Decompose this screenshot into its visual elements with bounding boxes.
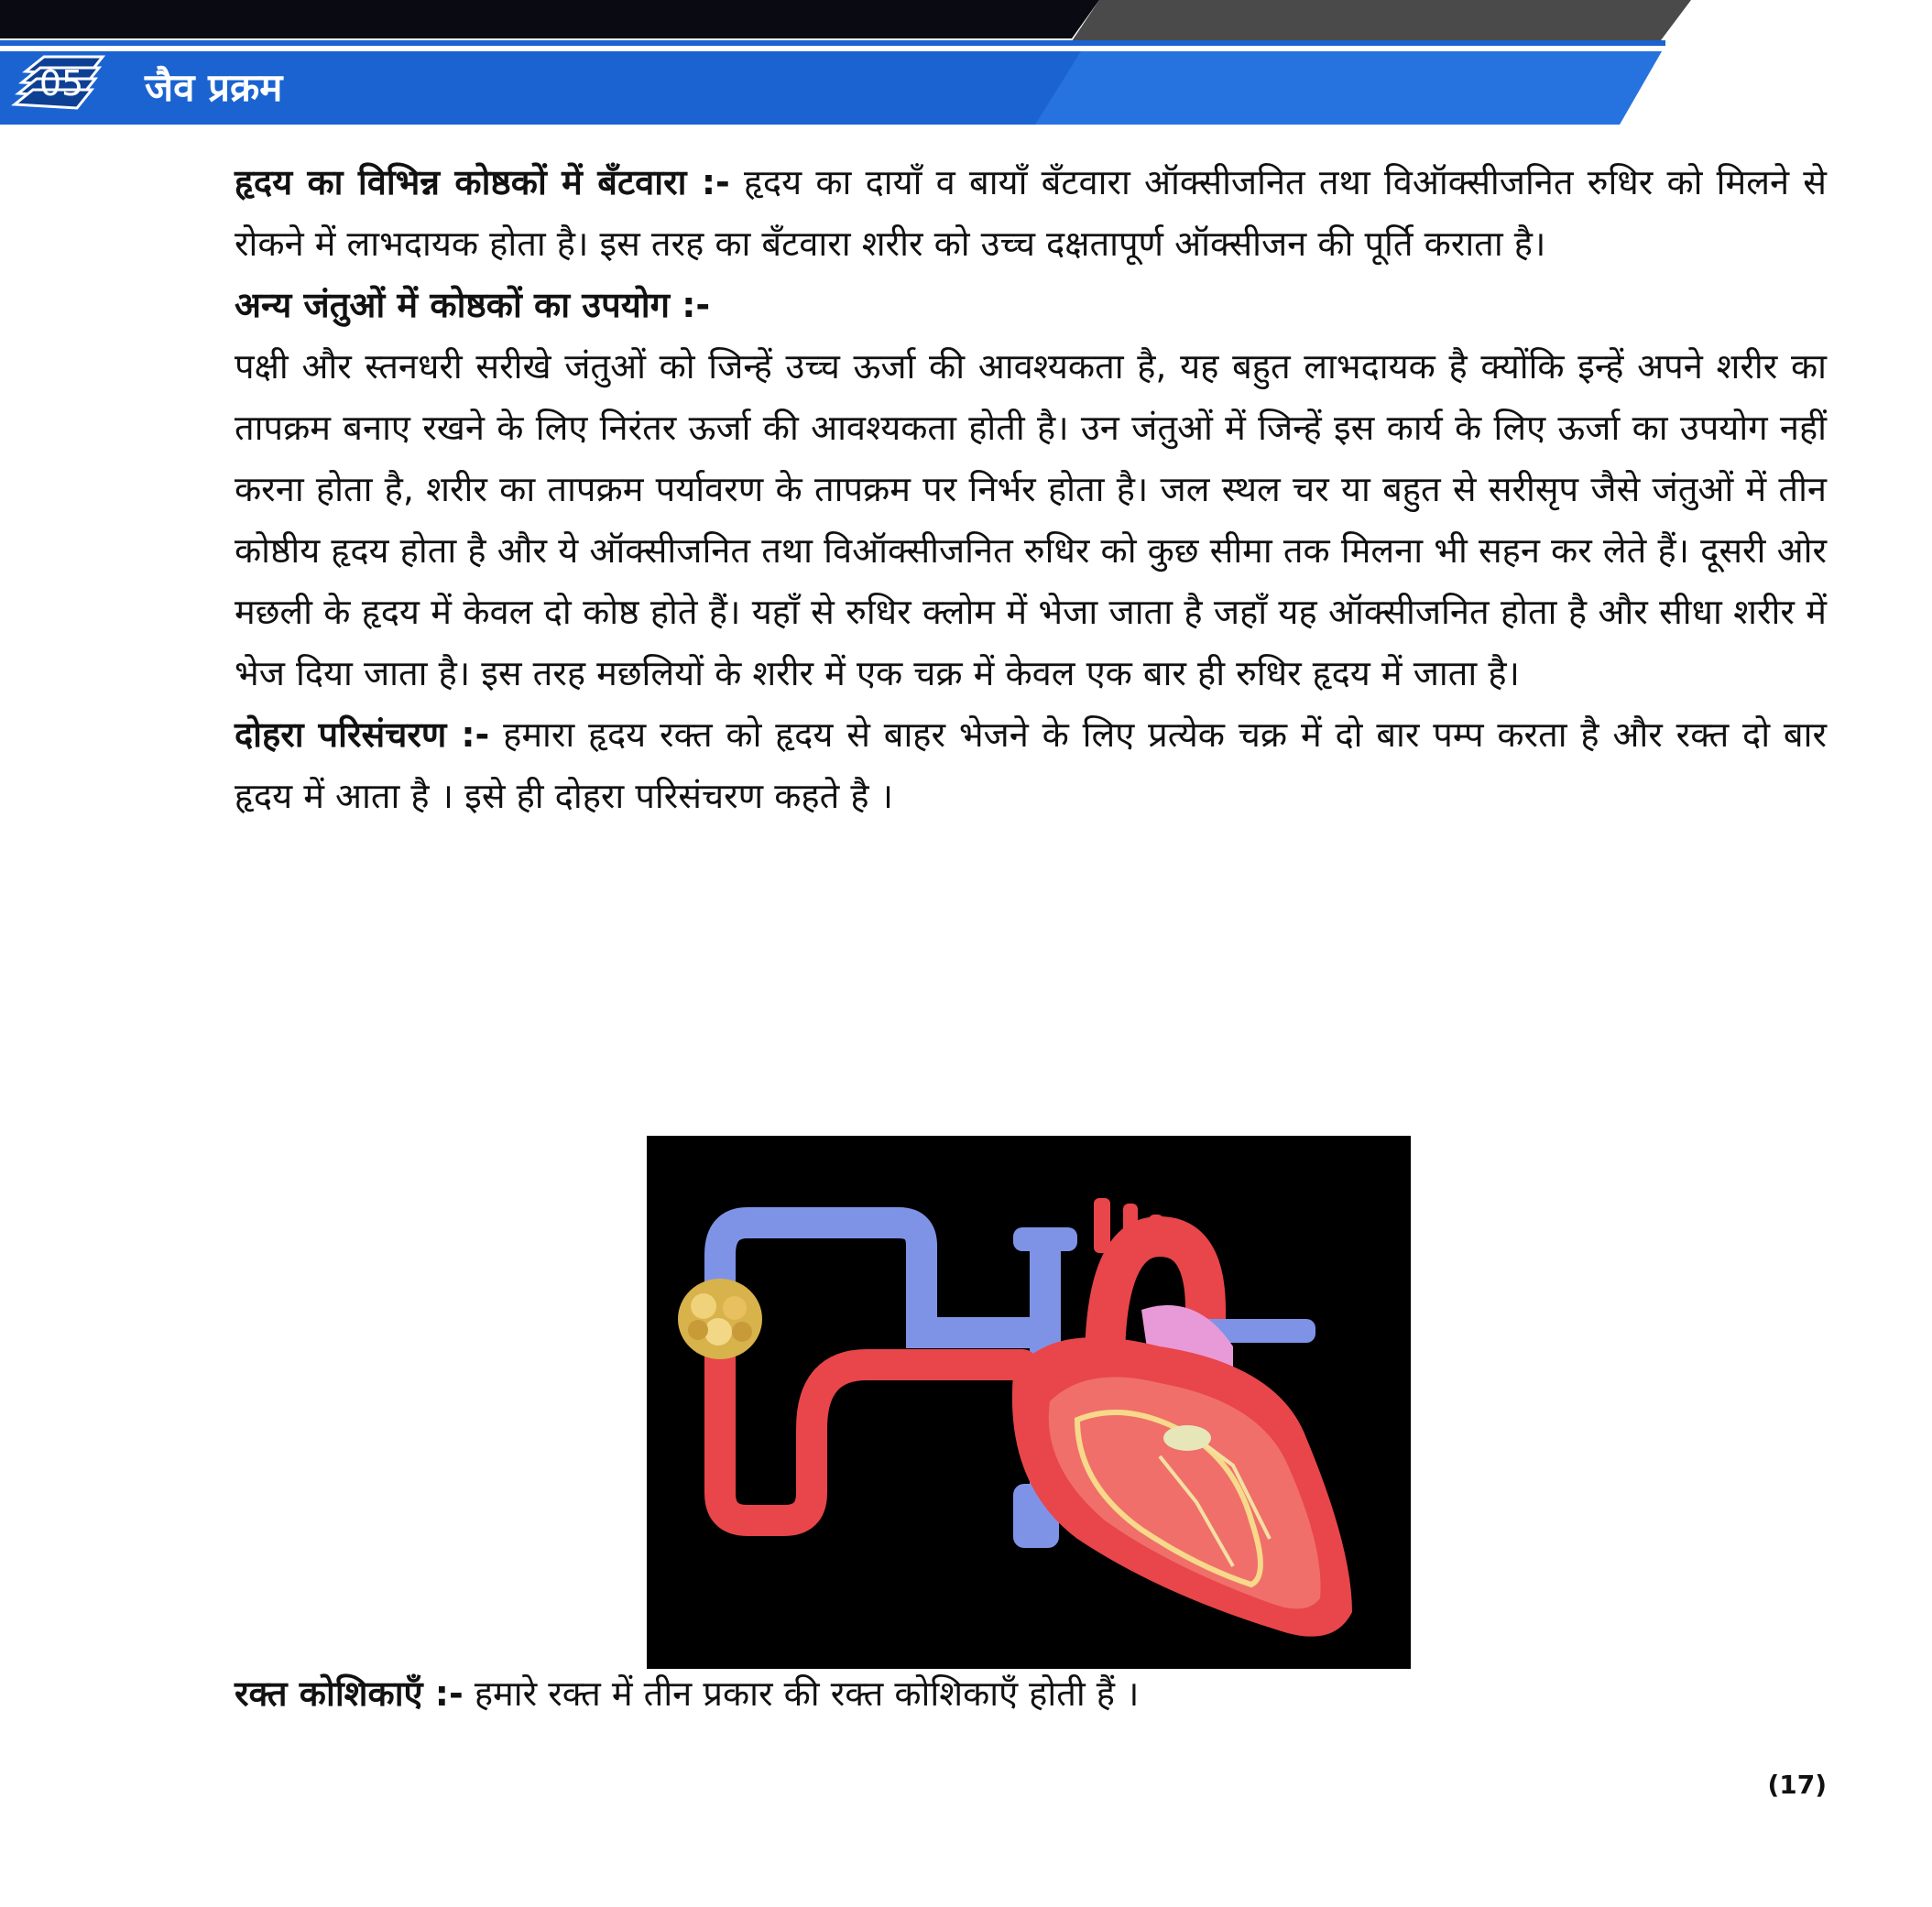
text-blood-cells: हमारे रक्त में तीन प्रकार की रक्त कोशिकाएँ होती हैं । — [474, 1673, 1140, 1714]
heading-double-circulation: दोहरा परिसंचरण :- — [235, 714, 490, 755]
paragraph-blood-cells — [235, 1663, 1827, 1725]
vena-cava-branch — [922, 1319, 1031, 1333]
text-double-circulation: हमारा हृदय रक्त को हृदय से बाहर भेजने के लिए प्रत्येक चक्र में दो बार पम्प करता है और रक्त दो बार हृदय में आता है । इसे ही दोहरा परिसंचरण कहते है । — [235, 714, 1827, 816]
header-grey-band — [1070, 0, 1691, 44]
header-dark-bar — [0, 0, 1099, 38]
page-number: (17) — [1767, 1770, 1827, 1800]
heart-valve — [1163, 1425, 1211, 1451]
text-heart-division: हृदय का दायाँ व बायाँ बँटवारा ऑक्सीजनित तथा विऑक्सीजनित रुधिर को मिलने से रोकने में लाभदायक होता है। इस तरह का बँटवारा शरीर को उच्च दक्षतापूर्ण ऑक्सीजन की पूर्ति कराता है। — [235, 162, 1827, 264]
paragraph-heart-division — [235, 152, 1827, 275]
header-banner — [0, 0, 1932, 128]
capillary-bed — [678, 1279, 762, 1359]
heart-illustration — [647, 1136, 1411, 1669]
heading-heart-division: हृदय का विभिन्न कोष्ठकों में बँटवारा :- — [235, 162, 730, 202]
chapter-title: जैव प्रक्रम — [145, 65, 283, 110]
text-other-animals: पक्षी और स्तनधरी सरीखे जंतुओं को जिन्हें उच्च ऊर्जा की आवश्यकता है, यह बहुत लाभदायक है क्योंकि इन्हें अपने शरीर का तापक्रम बनाए रखने के लिए निरंतर ऊर्जा की आवश्यकता होती है। उन जंतुओं में जिन्हें इस कार्य के लिए ऊर्जा का उपयोग नहीं करना होता है, शरीर का तापक्रम पर्यावरण के तापक्रम पर निर्भर होता है। जल स्थल चर या बहुत से सरीसृप जैसे जंतुओं में तीन कोष्ठीय हृदय होता है और ये ऑक्सीजनित तथा विऑक्सीजनित रुधिर को कुछ सीमा तक मिलना भी सहन कर लेते हैं। दूसरी ओर मछली के हृदय में केवल दो कोष्ठ होते हैं। यहाँ से रुधिर क्लोम में भेजा जाता है जहाँ यह ऑक्सीजनित होता है और सीधा शरीर में भेज दिया जाता है। इस तरह मछलियों के शरीर में एक चक्र में केवल एक बार ही रुधिर हृदय में जाता है। — [235, 346, 1827, 693]
chapter-number: 05 — [38, 63, 84, 104]
paragraph-double-circulation — [235, 704, 1827, 827]
heart-circulation-figure — [647, 1136, 1411, 1669]
artery-loop — [720, 1328, 1022, 1520]
vena-cava-top — [1013, 1227, 1077, 1251]
aortic-branch-1 — [1094, 1198, 1110, 1253]
header-blue-highlight — [1035, 51, 1662, 125]
chapter-header — [0, 0, 1932, 128]
aortic-branch-2 — [1123, 1204, 1138, 1253]
heading-blood-cells: रक्त कोशिकाएँ :- — [235, 1673, 464, 1714]
header-thin-line — [0, 40, 1665, 46]
page-content — [235, 152, 1827, 827]
heading-other-animals: अन्य जंतुओं में कोष्ठकों का उपयोग :- — [235, 285, 711, 325]
aortic-branch-3 — [1149, 1215, 1163, 1257]
